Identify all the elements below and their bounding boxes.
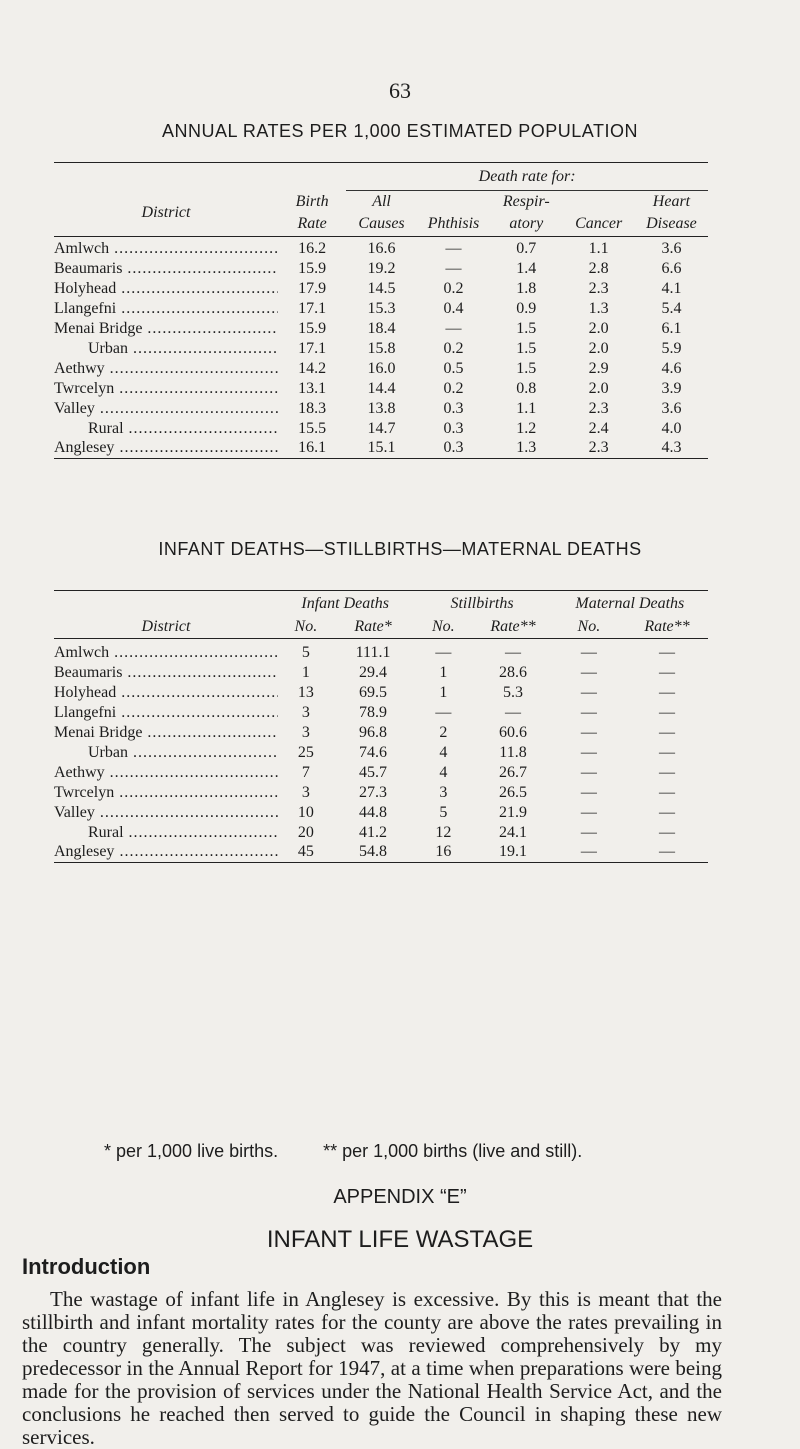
table-row xyxy=(54,743,708,763)
table-row xyxy=(54,783,708,803)
cell-birth: 13.1 xyxy=(298,379,327,397)
district-header: District xyxy=(141,204,191,222)
table-row xyxy=(54,643,708,663)
cell-st-no: 1 xyxy=(439,663,448,681)
cell-mat-no: — xyxy=(580,643,597,661)
cell-st-no: 2 xyxy=(439,723,448,741)
page-number: 63 xyxy=(389,78,411,103)
district-name: Twrcelyn ..... xyxy=(54,380,278,397)
district-name: Holyhead ..... xyxy=(54,684,278,701)
cell-inf-rate: 41.2 xyxy=(359,823,388,841)
cell-all: 16.6 xyxy=(367,239,396,257)
district-name: Menai Bridge ..... xyxy=(54,320,278,337)
cell-st-no: 3 xyxy=(439,783,448,801)
cell-resp: 1.1 xyxy=(516,399,537,417)
district-name: Beaumaris ..... xyxy=(54,664,278,681)
district-name: Valley ..... xyxy=(54,804,278,821)
cell-st-rate: 60.6 xyxy=(499,723,527,741)
cell-mat-rate: — xyxy=(626,843,708,863)
district-name: Aethwy ..... xyxy=(54,360,278,377)
cell-resp: 0.9 xyxy=(516,299,537,317)
footnote-double: ** per 1,000 births (live and still). xyxy=(323,1141,583,1161)
cell-st-no: — xyxy=(435,703,452,721)
cell-inf-no: 25 xyxy=(297,743,314,761)
cell-heart: 3.6 xyxy=(661,399,682,417)
cell-inf-rate: 54.8 xyxy=(334,843,413,863)
district-name: Urban ..... xyxy=(88,744,278,761)
death-rate-group-header: Death rate for: xyxy=(346,163,708,191)
cell-cancer: 2.4 xyxy=(588,419,609,437)
cell-st-no: 4 xyxy=(439,743,448,761)
cell-inf-no: 3 xyxy=(301,723,310,741)
cell-inf-rate: 45.7 xyxy=(359,763,388,781)
cell-inf-rate: 78.9 xyxy=(359,703,388,721)
cell-heart: 5.4 xyxy=(661,299,682,317)
cell-all: 15.8 xyxy=(367,339,396,357)
district-header: District xyxy=(141,618,191,636)
cell-resp: 1.4 xyxy=(516,259,537,277)
table-row xyxy=(54,319,708,339)
cell-st-rate: 28.6 xyxy=(499,663,527,681)
cell-phthisis: 0.4 xyxy=(443,299,464,317)
cell-inf-rate: 27.3 xyxy=(359,783,388,801)
cell-phthisis: — xyxy=(445,319,462,337)
cell-birth: 17.9 xyxy=(298,279,327,297)
cell-resp: 1.5 xyxy=(516,359,537,377)
cell-st-rate: 11.8 xyxy=(499,743,527,761)
cell-mat-rate: — xyxy=(659,823,675,841)
cell-mat-no: — xyxy=(580,743,597,761)
cell-st-rate: 21.9 xyxy=(499,803,527,821)
still-rate-header: Rate** xyxy=(490,618,536,636)
district-name: Amlwch ..... xyxy=(54,644,278,661)
district-name: Amlwch ..... xyxy=(54,240,278,257)
cell-mat-no: — xyxy=(580,663,597,681)
cell-cancer: 2.0 xyxy=(588,339,609,357)
cell-st-no: 16 xyxy=(412,843,474,863)
cell-mat-no: — xyxy=(552,843,626,863)
cell-phthisis: 0.2 xyxy=(443,279,464,297)
infant-deaths-header: Infant Deaths xyxy=(278,591,412,617)
cell-mat-rate: — xyxy=(659,763,675,781)
cell-st-rate: 24.1 xyxy=(499,823,527,841)
all-header-l1: All xyxy=(372,192,391,210)
district-name: Llangefni ..... xyxy=(54,300,278,317)
table-row xyxy=(54,399,708,419)
cell-inf-rate: 44.8 xyxy=(359,803,388,821)
cell-heart: 5.9 xyxy=(661,339,682,357)
cell-inf-no: 3 xyxy=(301,783,310,801)
cell-all: 16.0 xyxy=(367,359,396,377)
table-row xyxy=(54,239,708,259)
table-row xyxy=(54,419,708,439)
cell-phthisis: 0.5 xyxy=(443,359,464,377)
table-row xyxy=(54,823,708,843)
cell-inf-rate: 74.6 xyxy=(359,743,388,761)
cell-mat-rate: — xyxy=(659,743,675,761)
table-row xyxy=(54,803,708,823)
cell-cancer: 2.8 xyxy=(588,259,609,277)
cell-birth: 15.5 xyxy=(298,419,327,437)
death-rate-body xyxy=(54,237,708,459)
cell-inf-no: 13 xyxy=(297,683,314,701)
appendix-title: INFANT LIFE WASTAGE xyxy=(266,1226,534,1253)
cell-heart: 4.1 xyxy=(661,279,682,297)
infant-no-header: No. xyxy=(294,618,318,636)
cell-resp: 0.7 xyxy=(516,239,537,257)
cell-inf-no: 3 xyxy=(301,703,310,721)
cell-birth: 14.2 xyxy=(298,359,327,377)
cell-mat-rate: — xyxy=(659,803,675,821)
cell-mat-rate: — xyxy=(659,643,675,661)
cell-birth: 16.1 xyxy=(278,439,346,459)
district-name: Beaumaris ..... xyxy=(54,260,278,277)
table-row xyxy=(54,723,708,743)
cell-cancer: 2.3 xyxy=(562,439,634,459)
cell-phthisis: 0.3 xyxy=(443,399,464,417)
maternal-rate-header: Rate** xyxy=(644,618,690,636)
cell-resp: 1.8 xyxy=(516,279,537,297)
cell-resp: 1.5 xyxy=(516,319,537,337)
table-row xyxy=(54,843,708,863)
cell-inf-no: 1 xyxy=(301,663,310,681)
cell-all: 14.4 xyxy=(367,379,396,397)
cell-mat-rate: — xyxy=(659,683,675,701)
cell-mat-rate: — xyxy=(659,783,675,801)
district-name: Anglesey ..... xyxy=(54,843,278,860)
cell-cancer: 2.3 xyxy=(588,279,609,297)
cell-phthisis: 0.3 xyxy=(443,419,464,437)
cell-birth: 17.1 xyxy=(298,299,327,317)
death-rate-table xyxy=(54,162,708,459)
table-row xyxy=(54,339,708,359)
cell-cancer: 2.3 xyxy=(588,399,609,417)
cell-all: 13.8 xyxy=(367,399,396,417)
table-row xyxy=(54,663,708,683)
footnote-single: * per 1,000 live births. xyxy=(104,1141,279,1161)
cell-st-no: 1 xyxy=(439,683,448,701)
table-row xyxy=(54,763,708,783)
table-row xyxy=(54,683,708,703)
cell-heart: 3.9 xyxy=(661,379,682,397)
cell-mat-rate: — xyxy=(659,663,675,681)
district-name: Urban ..... xyxy=(88,340,278,357)
cell-phthisis: — xyxy=(445,239,462,257)
phthisis-header: Phthisis xyxy=(427,215,480,233)
infant-deaths-table xyxy=(54,590,708,863)
table-row xyxy=(54,259,708,279)
cell-phthisis: 0.3 xyxy=(417,439,490,459)
district-name: Aethwy ..... xyxy=(54,764,278,781)
intro-paragraph: The wastage of infant life in Anglesey is excessive. By this is meant that the stillbirth and infant mortality rates for the county are above the rates prevailing in the country generally. The subject was reviewed comprehensively by my predecessor in the Annual Report for 1947, at a time when preparations were being made for the provision of services under the National Health Service Act, and the conclusions he reached then served to guide the Council in shaping these new services. xyxy=(22,1287,722,1449)
district-name: Llangefni ..... xyxy=(54,704,278,721)
cell-inf-rate: 96.8 xyxy=(359,723,388,741)
cell-heart: 4.3 xyxy=(635,439,708,459)
cell-inf-no: 7 xyxy=(301,763,310,781)
cell-birth: 15.9 xyxy=(298,319,327,337)
cell-cancer: 2.0 xyxy=(588,319,609,337)
cell-st-no: 4 xyxy=(439,763,448,781)
still-no-header: No. xyxy=(432,618,455,636)
cell-st-rate: 26.7 xyxy=(499,763,527,781)
cell-st-rate: — xyxy=(505,703,521,721)
table-row xyxy=(54,439,708,459)
cell-inf-no: 10 xyxy=(297,803,314,821)
table-row xyxy=(54,359,708,379)
heart-header-l1: Heart xyxy=(652,192,691,210)
intro-heading: Introduction xyxy=(22,1254,151,1279)
stillbirths-header: Stillbirths xyxy=(412,591,551,617)
resp-header-l2: atory xyxy=(509,215,544,233)
cell-st-no: — xyxy=(435,643,452,661)
cell-mat-no: — xyxy=(580,763,597,781)
all-header-l2: Causes xyxy=(358,215,405,233)
birth-header-l2: Rate xyxy=(297,215,327,233)
cell-heart: 3.6 xyxy=(661,239,682,257)
cell-heart: 6.1 xyxy=(661,319,682,337)
table-row xyxy=(54,379,708,399)
table-row xyxy=(54,279,708,299)
cell-mat-no: — xyxy=(580,823,597,841)
cell-phthisis: 0.2 xyxy=(443,379,464,397)
table-row xyxy=(54,703,708,723)
district-name: Valley ..... xyxy=(54,400,278,417)
birth-header-l1: Birth xyxy=(295,192,329,210)
table1-title: ANNUAL RATES PER 1,000 ESTIMATED POPULATION xyxy=(162,121,638,141)
cell-inf-rate: 29.4 xyxy=(359,663,388,681)
cell-birth: 16.2 xyxy=(298,239,327,257)
cell-all: 18.4 xyxy=(367,319,396,337)
cell-resp: 0.8 xyxy=(516,379,537,397)
cell-st-rate: 19.1 xyxy=(474,843,551,863)
cell-mat-rate: — xyxy=(659,723,675,741)
cell-birth: 15.9 xyxy=(298,259,327,277)
appendix-label: APPENDIX “E” xyxy=(333,1186,467,1208)
infant-deaths-body xyxy=(54,639,708,863)
cell-resp: 1.3 xyxy=(490,439,562,459)
cell-cancer: 1.3 xyxy=(588,299,609,317)
cell-inf-no: 5 xyxy=(301,643,310,661)
footnotes xyxy=(104,1141,622,1162)
cancer-header: Cancer xyxy=(575,215,623,233)
cell-heart: 6.6 xyxy=(661,259,682,277)
cell-all: 15.1 xyxy=(346,439,417,459)
maternal-deaths-header: Maternal Deaths xyxy=(552,591,708,617)
district-name: Menai Bridge ..... xyxy=(54,724,278,741)
cell-inf-no: 45 xyxy=(278,843,334,863)
cell-mat-no: — xyxy=(580,703,597,721)
cell-inf-no: 20 xyxy=(297,823,314,841)
cell-all: 14.7 xyxy=(367,419,396,437)
table-row xyxy=(54,299,708,319)
cell-inf-rate: 111.1 xyxy=(355,643,391,661)
cell-st-no: 12 xyxy=(435,823,452,841)
district-name: Twrcelyn ..... xyxy=(54,784,278,801)
cell-st-rate: — xyxy=(505,643,521,661)
cell-birth: 18.3 xyxy=(298,399,327,417)
district-name: Anglesey ..... xyxy=(54,439,278,456)
maternal-no-header: No. xyxy=(577,618,601,636)
cell-mat-no: — xyxy=(580,783,597,801)
cell-phthisis: — xyxy=(445,259,462,277)
district-name: Rural ..... xyxy=(88,824,278,841)
cell-resp: 1.2 xyxy=(516,419,537,437)
cell-mat-no: — xyxy=(580,723,597,741)
cell-st-no: 5 xyxy=(439,803,448,821)
table2-title: INFANT DEATHS—STILLBIRTHS—MATERNAL DEATHS xyxy=(158,539,642,559)
cell-all: 15.3 xyxy=(367,299,396,317)
cell-st-rate: 5.3 xyxy=(503,683,523,701)
cell-heart: 4.0 xyxy=(661,419,682,437)
cell-st-rate: 26.5 xyxy=(499,783,527,801)
cell-all: 19.2 xyxy=(367,259,396,277)
cell-mat-no: — xyxy=(580,803,597,821)
cell-inf-rate: 69.5 xyxy=(359,683,388,701)
cell-phthisis: 0.2 xyxy=(443,339,464,357)
infant-rate-header: Rate* xyxy=(354,618,392,636)
cell-heart: 4.6 xyxy=(661,359,682,377)
cell-birth: 17.1 xyxy=(298,339,327,357)
resp-header-l1: Respir- xyxy=(502,192,550,210)
district-name: Rural ..... xyxy=(88,420,278,437)
heart-header-l2: Disease xyxy=(646,215,697,233)
cell-mat-rate: — xyxy=(659,703,675,721)
district-name: Holyhead ..... xyxy=(54,280,278,297)
cell-cancer: 2.0 xyxy=(588,379,609,397)
cell-all: 14.5 xyxy=(367,279,396,297)
cell-mat-no: — xyxy=(580,683,597,701)
cell-resp: 1.5 xyxy=(516,339,537,357)
cell-cancer: 2.9 xyxy=(588,359,609,377)
cell-cancer: 1.1 xyxy=(588,239,609,257)
